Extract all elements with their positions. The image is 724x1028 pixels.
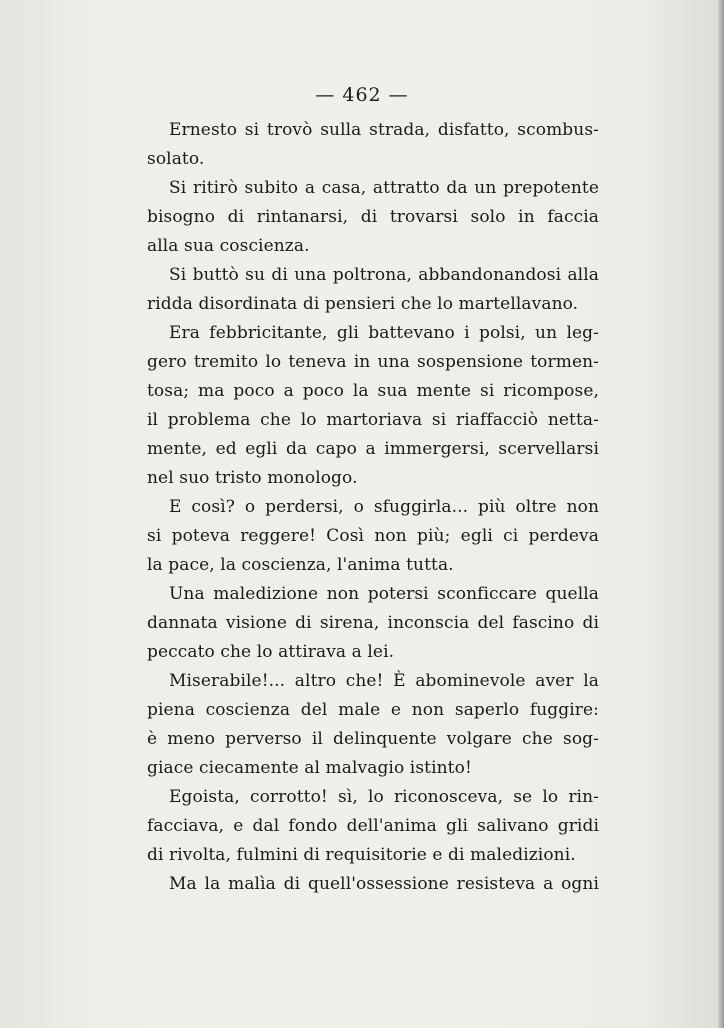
text-line: Ma la malìa di quell'ossessione resisteva a ogni — [169, 874, 599, 894]
text-line: la pace, la coscienza, l'anima tutta. — [147, 555, 454, 575]
text-line: dannata visione di sirena, inconscia del fascino di — [147, 613, 599, 633]
text-line: si poteva reggere! Così non più; egli ci perdeva — [147, 526, 599, 546]
text-line: Era febbricitante, gli battevano i polsi, un leg- — [169, 323, 599, 343]
text-line: nel suo tristo monologo. — [147, 468, 358, 488]
text-line: bisogno di rintanarsi, di trovarsi solo in faccia — [147, 207, 599, 227]
page-number: — 462 — — [315, 84, 409, 106]
text-line: giace ciecamente al malvagio istinto! — [147, 758, 472, 778]
text-line: Ernesto si trovò sulla strada, disfatto, scombus- — [169, 120, 599, 140]
text-line: Egoista, corrotto! sì, lo riconosceva, se lo rin- — [169, 787, 599, 807]
text-line: tosa; ma poco a poco la sua mente si ricompose, — [147, 381, 599, 401]
text-line: mente, ed egli da capo a immergersi, scervellarsi — [147, 439, 599, 459]
text-line: Miserabile!... altro che! È abominevole aver la — [169, 671, 599, 691]
text-line: Si buttò su di una poltrona, abbandonandosi alla — [169, 265, 599, 285]
text-line: il problema che lo martoriava si riaffacciò netta- — [147, 410, 599, 430]
text-line: è meno perverso il delinquente volgare che sog- — [147, 729, 599, 749]
text-line: piena coscienza del male e non saperlo fuggire: — [147, 700, 599, 720]
text-line: ridda disordinata di pensieri che lo martellavano. — [147, 294, 579, 314]
text-line: Una maledizione non potersi sconficcare quella — [169, 584, 599, 604]
text-line: facciava, e dal fondo dell'anima gli salivano gridi — [147, 816, 599, 836]
text-line: di rivolta, fulmini di requisitorie e di maledizioni. — [147, 845, 576, 865]
text-line: Si ritirò subito a casa, attratto da un prepotente — [169, 178, 599, 198]
text-line: E così? o perdersi, o sfuggirla... più oltre non — [169, 497, 599, 517]
text-line: solato. — [147, 149, 205, 169]
body-text — [147, 116, 599, 899]
text-line: peccato che lo attirava a lei. — [147, 642, 395, 662]
text-line: gero tremito lo teneva in una sospensione tormen- — [147, 352, 599, 372]
text-line: alla sua coscienza. — [147, 236, 310, 256]
page-edge-shadow — [718, 0, 724, 1028]
